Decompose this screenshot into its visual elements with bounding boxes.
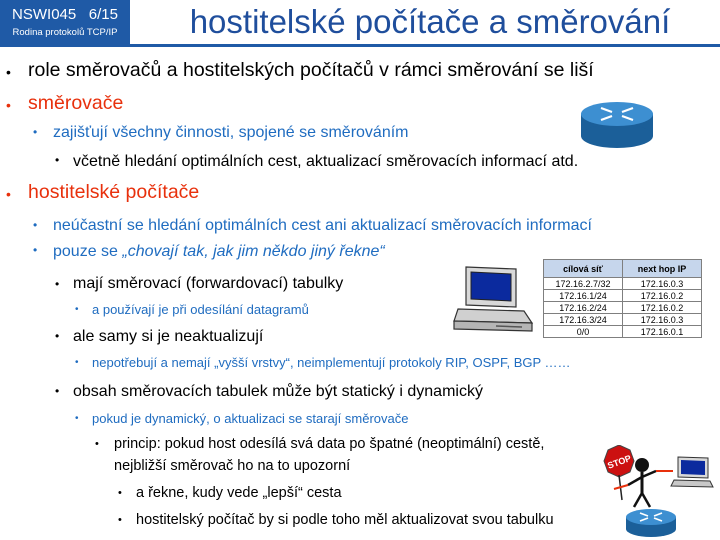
bullet-hosts-only-prefix: pouze se [53,243,123,260]
bullet-dot: • [75,413,79,424]
bullet-dot: • [33,218,38,232]
page-number: 6/15 [88,6,118,23]
person-leg-right [642,493,650,507]
bullet-host-updates: hostitelský počítač by si podle toho měl aktualizovat svou tabulku [136,512,554,528]
bullet-dot: • [55,153,60,167]
router-icon [579,100,655,150]
bullet-dot: • [75,304,79,315]
bullet-roles: role směrovačů a hostitelských počítačů v rámci směrování se liší [28,59,594,81]
bullet-have-tables: mají směrovací (forwardovací) tabulky [73,275,344,292]
slide-title: hostitelské počítače a směrování [189,3,671,40]
table-row [544,278,702,290]
bullet-hosts-no-participation: neúčastní se hledání optimálních cest ani aktualizací směrovacích informací [53,217,592,234]
column-header-next-hop: next hop IP [623,260,702,278]
bullet-static-dynamic: obsah směrovacích tabulek může být statický i dynamický [73,383,483,400]
bullet-dot: • [95,438,99,450]
computer-case-front [454,321,532,331]
table-row [544,290,702,302]
disk-slot [496,326,522,327]
bullet-dot: • [55,384,60,398]
routing-table-header [544,260,702,278]
bullet-hosts-only [53,243,385,261]
course-code: NSWI045 [12,6,77,23]
column-header-destination: cílová síť [544,260,623,278]
table-cell: 172.16.0.2 [623,302,702,314]
bullet-dynamic-routers: pokud je dynamický, o aktualizaci se starají směrovače [92,411,409,426]
small-router-icon [626,509,676,537]
person-arm-left [628,477,642,485]
bullet-better-path: a řekne, kudy vede „lepší“ cesta [136,485,342,501]
monitor-screen [471,272,511,301]
course-badge [0,0,130,44]
bullet-no-upper-layers: nepotřebují a nemají „vyšší vrstvy“, neimplementují protokoly RIP, OSPF, BGP …… [92,355,571,370]
course-name: Rodina protokolů TCP/IP [12,27,118,38]
bullet-principle: princip: pokud host odesílá svá data po špatné (neoptimální) cestě, [114,436,545,452]
stop-person-icon [598,445,714,540]
computer-icon [452,265,534,335]
bullet-use-tables: a používají je při odesílání datagramů [92,302,309,317]
bullet-dot: • [75,357,79,368]
router-icon-base [581,124,653,148]
bullet-optimal-paths: včetně hledání optimálních cest, aktualizací směrovacích informací atd. [73,153,579,170]
course-code-line [0,6,130,23]
bullet-dot: • [6,186,11,202]
person-arm-right [642,471,656,477]
table-row [544,326,702,338]
router-icon-top [581,102,653,126]
table-cell: 172.16.0.3 [623,278,702,290]
bullet-dot: • [6,97,11,113]
table-cell: 172.16.2.7/32 [544,278,623,290]
bullet-dot: • [6,64,11,80]
bullet-routers-do-all: zajišťují všechny činnosti, spojené se směrováním [53,124,409,141]
bullet-routers: směrovače [28,92,124,114]
small-router-top [626,509,676,525]
table-cell: 172.16.1/24 [544,290,623,302]
table-row [544,302,702,314]
table-cell: 0/0 [544,326,623,338]
table-cell: 172.16.0.1 [623,326,702,338]
bullet-dot: • [33,243,38,257]
small-screen [681,460,705,475]
bullet-dot: • [118,514,122,526]
table-cell: 172.16.3/24 [544,314,623,326]
small-case [671,480,713,487]
person-leg-left [634,493,642,507]
person-head [635,458,649,472]
bullet-principle-cont: nejbližší směrovač ho na to upozorní [114,458,351,474]
bullet-no-update: ale samy si je neaktualizují [73,328,264,345]
table-cell: 172.16.0.2 [623,290,702,302]
title-rule [0,44,720,47]
bullet-dot: • [55,277,60,291]
bullet-hosts-only-quote: „chovají tak, jak jim někdo jiný řekne“ [122,243,385,260]
small-computer-icon [671,457,713,487]
bullet-hosts: hostitelské počítače [28,181,200,203]
table-row [544,314,702,326]
bullet-dot: • [55,329,60,343]
bullet-dot: • [33,125,38,139]
table-cell: 172.16.2/24 [544,302,623,314]
bullet-dot: • [118,487,122,499]
routing-table [543,259,702,338]
stop-sign-text: STOP [606,453,633,471]
table-cell: 172.16.0.3 [623,314,702,326]
